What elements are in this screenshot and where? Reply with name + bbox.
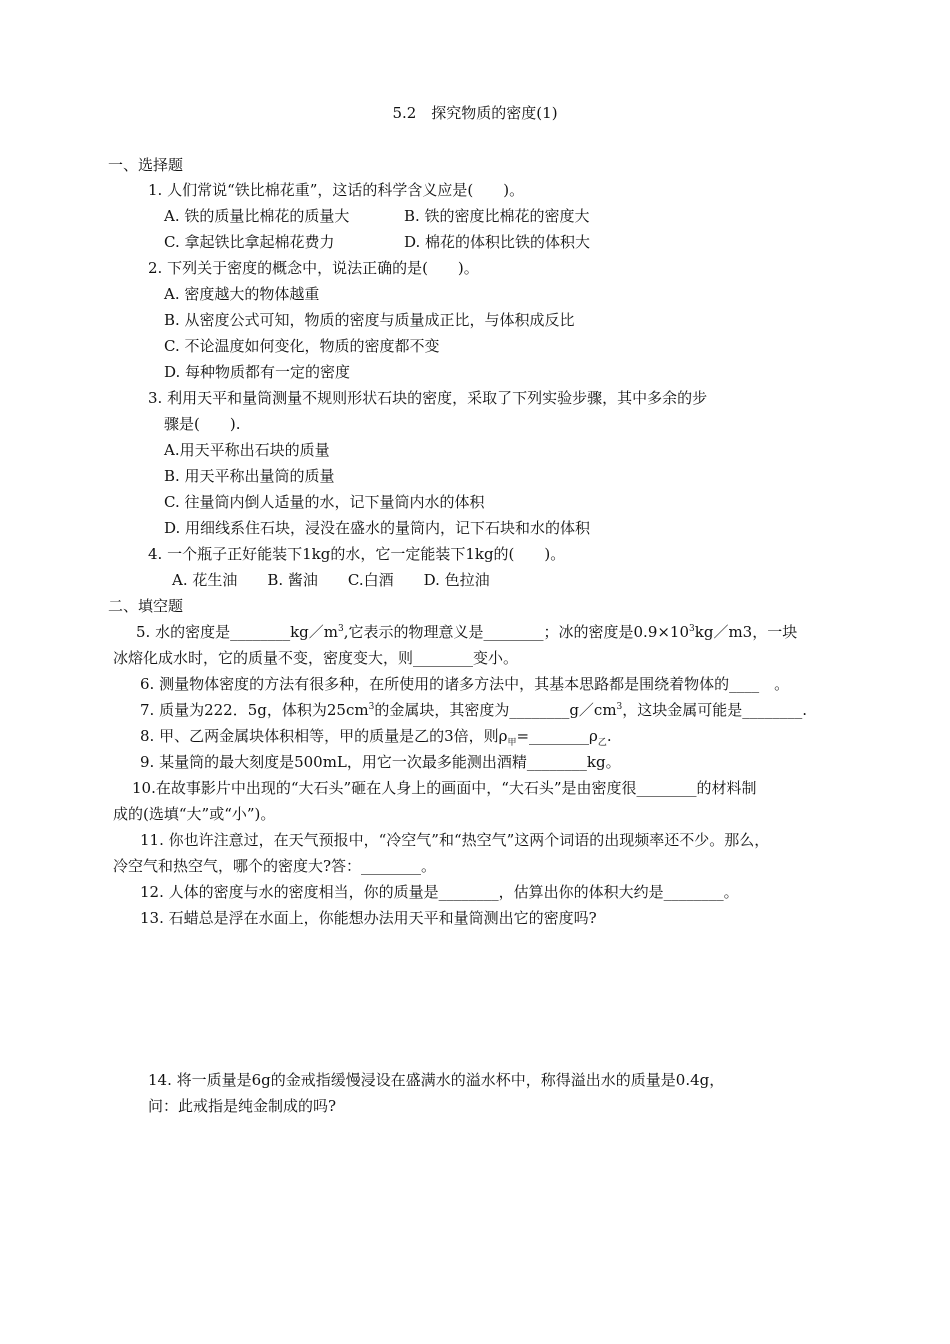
question-7: 7. 质量为222．5g，体积为$25cm^3$的金属块，其密度为$\_\_\_\_\_\_\_\_g/cm^3$，这块金属可能是________. <box>140 701 808 719</box>
question-2-stem: 2. 下列关于密度的概念中，说法正确的是( )。 <box>148 259 479 277</box>
question-1-option-a: A. 铁的质量比棉花的质量大 <box>164 207 350 225</box>
question-10-line-1: 10.在故事影片中出现的“大石头”砸在人身上的画面中，“大石头”是由密度很________的材料制 <box>132 779 757 797</box>
question-1-option-d: D. 棉花的体积比铁的体积大 <box>404 233 591 251</box>
question-11-line-2: 冷空气和热空气，哪个的密度大?答：________。 <box>113 857 437 875</box>
question-3-option-b: B. 用天平称出量筒的质量 <box>164 467 335 485</box>
question-9: 9. 某量筒的最大刻度是500mL，用它一次最多能测出酒精________kg。 <box>140 753 621 771</box>
section-heading-choice: 一、选择题 <box>108 156 184 174</box>
question-6: 6. 测量物体密度的方法有很多种，在所使用的诸多方法中，其基本思路都是围绕着物体的____ 。 <box>140 675 790 693</box>
question-13: 13. 石蜡总是浮在水面上，你能想办法用天平和量筒测出它的密度吗? <box>140 909 597 927</box>
question-5-line-2: 冰熔化成水时，它的质量不变，密度变大，则________变小。 <box>113 649 519 667</box>
question-3-stem: 3. 利用天平和量筒测量不规则形状石块的密度，采取了下列实验步骤，其中多余的步 <box>148 389 708 407</box>
section-heading-fill: 二、填空题 <box>108 597 184 615</box>
question-4-stem: 4. 一个瓶子正好能装下1kg的水，它一定能装下1kg的( )。 <box>148 545 566 563</box>
question-3-stem-cont: 骤是( ). <box>164 415 241 433</box>
question-1-option-c: C. 拿起铁比拿起棉花费力 <box>164 233 335 251</box>
question-14-line-2: 问：此戒指是纯金制成的吗? <box>148 1097 337 1115</box>
question-10-line-2: 成的(选填“大”或“小”)。 <box>113 805 276 823</box>
question-2-option-d: D. 每种物质都有一定的密度 <box>164 363 351 381</box>
question-1-option-b: B. 铁的密度比棉花的密度大 <box>404 207 590 225</box>
question-5-line-1: 5. 水的密度是$\_\_\_\_\_\_\_\_kg/m^3$,它表示的物理意义是________；冰的密度是$0.9\times 10^3kg/m3$，一块 <box>136 623 798 641</box>
question-3-option-a: A.用天平称出石块的质量 <box>164 441 330 459</box>
question-3-option-d: D. 用细线系住石块，浸没在盛水的量筒内，记下石块和水的体积 <box>164 519 591 537</box>
question-2-option-c: C. 不论温度如何变化，物质的密度都不变 <box>164 337 440 355</box>
page-title: 5.2 探究物质的密度(1) <box>392 104 558 122</box>
question-3-option-c: C. 往量筒内倒人适量的水，记下量筒内水的体积 <box>164 493 485 511</box>
question-11-line-1: 11. 你也许注意过，在天气预报中，“冷空气”和“热空气”这两个词语的出现频率还不少。那么， <box>140 831 770 849</box>
question-1-stem: 1. 人们常说“铁比棉花重”，这话的科学含义应是( )。 <box>148 181 525 199</box>
question-8: 8. 甲、乙两金属块体积相等，甲的质量是乙的3倍，则$\rho_甲=\_\_\_\_\_\_\_\_\rho_乙$. <box>140 727 612 748</box>
question-2-option-a: A. 密度越大的物体越重 <box>164 285 320 303</box>
question-12: 12. 人体的密度与水的密度相当，你的质量是________，估算出你的体积大约是________。 <box>140 883 739 901</box>
question-2-option-b: B. 从密度公式可知，物质的密度与质量成正比，与体积成反比 <box>164 311 575 329</box>
question-14-line-1: 14. 将一质量是6g的金戒指缓慢浸设在盛满水的溢水杯中，称得溢出水的质量是0.4g， <box>148 1071 725 1089</box>
question-4-options: A. 花生油 B. 酱油 C.白酒 D. 色拉油 <box>172 571 490 589</box>
